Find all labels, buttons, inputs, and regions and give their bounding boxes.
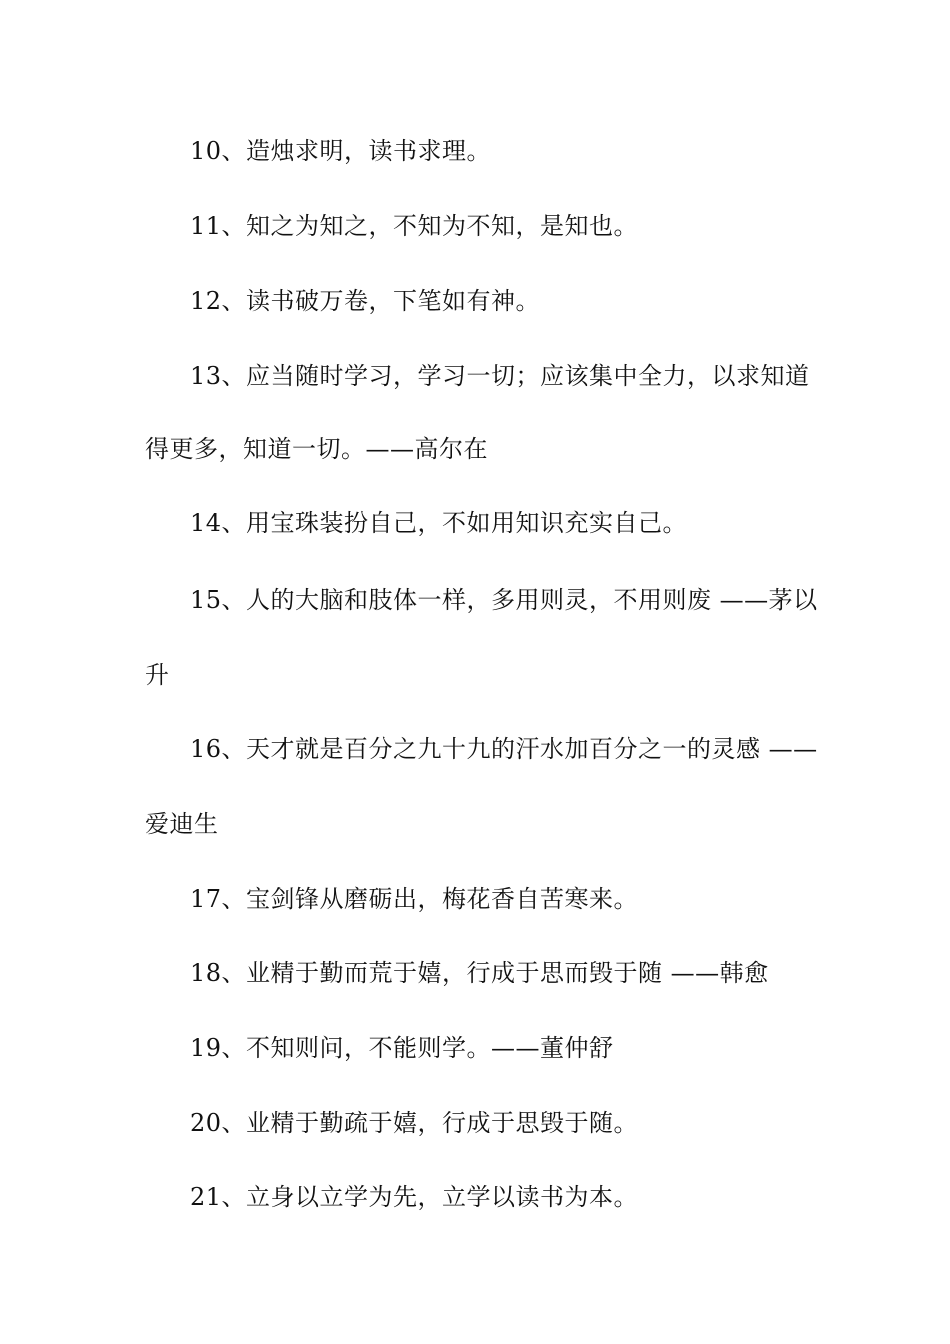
quote-14: 14、用宝珠装扮自己，不如用知识充实自己。 — [190, 509, 688, 537]
quote-19: 19、不知则问，不能则学。——董仲舒 — [190, 1034, 614, 1062]
quote-15-line-1: 15、人的大脑和肢体一样，多用则灵，不用则废 ——茅以 — [190, 586, 818, 614]
quote-10: 10、造烛求明，读书求理。 — [190, 137, 492, 165]
quote-13-line-1: 13、应当随时学习，学习一切；应该集中全力，以求知道 — [190, 362, 810, 390]
quote-13-line-2: 得更多，知道一切。——高尔在 — [145, 435, 488, 463]
quote-12: 12、读书破万卷，下笔如有神。 — [190, 287, 541, 315]
quote-21: 21、立身以立学为先，立学以读书为本。 — [190, 1183, 639, 1211]
quote-11: 11、知之为知之，不知为不知，是知也。 — [190, 212, 639, 240]
quote-16-line-2: 爱迪生 — [145, 810, 219, 838]
quote-16-line-1: 16、天才就是百分之九十九的汗水加百分之一的灵感 —— — [190, 735, 818, 763]
quote-20: 20、业精于勤疏于嬉，行成于思毁于随。 — [190, 1109, 639, 1137]
quote-18: 18、业精于勤而荒于嬉，行成于思而毁于随 ——韩愈 — [190, 959, 769, 987]
quote-17: 17、宝剑锋从磨砺出，梅花香自苦寒来。 — [190, 885, 639, 913]
quote-15-line-2: 升 — [145, 661, 170, 689]
